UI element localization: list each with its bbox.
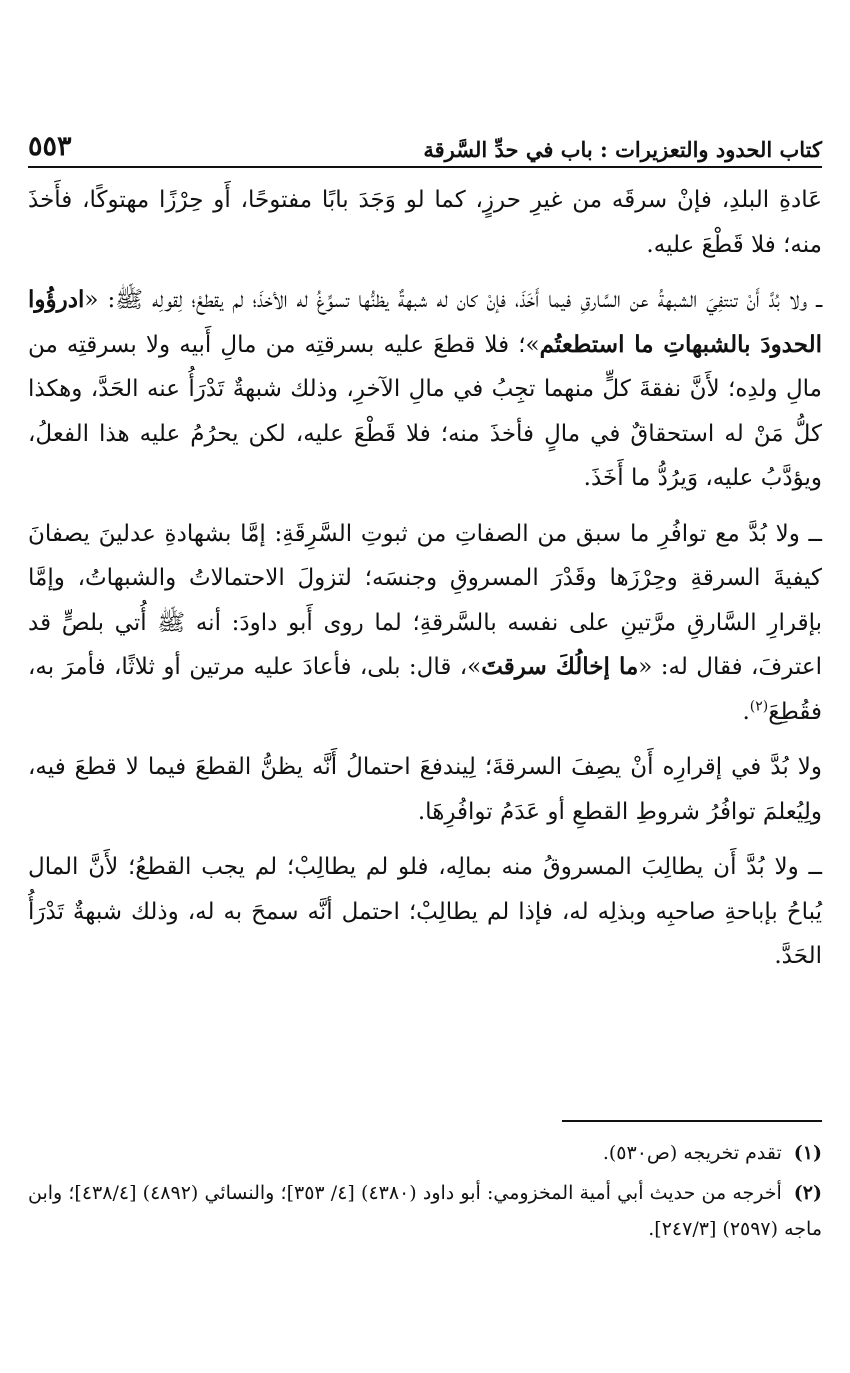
hadith-quote: ما إخالُكَ سرقتَ xyxy=(481,653,639,680)
paragraph xyxy=(28,178,822,267)
footnote xyxy=(28,1175,822,1247)
footnote-reference[interactable]: (٢) xyxy=(749,697,769,714)
footnote-divider xyxy=(562,1120,822,1122)
footnote-number: (٢) xyxy=(793,1182,822,1204)
paragraph-text: عَادةِ البلدِ، فإنْ سرقَه من غيرِ حرزٍ، كما لو وَجَدَ بابًا مفتوحًا، أَو حِرْزًا مهتوكًا، فأَخذَ منه؛ فلا قَطْعَ عليه. xyxy=(28,187,822,258)
paragraph-text: ولا بُدَّ في إقرارِه أَنْ يصِفَ السرقةَ؛ لِيندفعَ احتمالُ أَنَّه يظنُّ القطعَ فيما لا قطعَ فيه، ولِيُعلمَ توافُرُ شروطِ القطعِ أو عَدَمُ توافُرِهَا. xyxy=(28,754,822,825)
footnotes xyxy=(28,1135,822,1251)
paragraph-text: ــ ولا بُدَّ مع توافُرِ ما سبق من الصفاتِ من ثبوتِ السَّرِقَةِ: إمَّا بشهادةِ عدلينَ يصفانَ كيفيةَ السرقةِ وحِرْزَها وقَدْرَ المسروقِ وجنسَه؛ لتزولَ الاحتمالاتُ والشبهاتُ، وإمَّا بإقرارِ السَّارقِ مرَّتينِ على نفسه بالسَّرقةِ؛ لما روى أَبو داودَ: أنه ﷺ أُتي بلصٍّ قد اعترفَ، فقال له: « xyxy=(28,520,823,680)
paragraph xyxy=(28,845,822,979)
page-number: ٥٥٣ xyxy=(28,131,72,162)
paragraph-text: ــ ولا بُدَّ أَن يطالِبَ المسروقُ منه بمالِه، فلو لم يطالِبْ؛ لم يجب القطعُ؛ لأَنَّ المال يُباحُ بإباحةِ صاحبِه وبذلِه له، فإذا لم يطالِبْ؛ احتمل أنَّه سمحَ به له، وذلك شبهةٌ تَدْرَأُ الحَدَّ. xyxy=(28,854,822,969)
paragraph xyxy=(28,745,822,834)
paragraph-text: »، قال: بلى، فأعادَ عليه مرتين أو ثلاثًا، فأمرَ به، فقُطِعَ xyxy=(28,654,822,725)
header-divider xyxy=(28,166,822,168)
running-title: كتاب الحدود والتعزيرات : باب في حدِّ السَّرقة xyxy=(423,137,822,162)
hadith-quote: ادرؤُوا الحدودَ بالشبهاتِ ما استطعتُم xyxy=(28,286,822,358)
main-text xyxy=(28,178,822,990)
paragraph-text: »؛ فلا قطعَ عليه بسرقتِه من مالِ أَبيه ولا بسرقتِه من مالِ ولدِه؛ لأَنَّ نفقةَ كلٍّ منهما تجِبُ في مالِ الآخرِ، وذلك شبهةٌ تَدْرَأُ عنه الحَدَّ، وهكذا كلُّ مَنْ له استحقاقٌ في مالٍ فأخذَ منه؛ فلا قَطْعَ عليه، لكن يحرُمُ عليه هذا الفعلُ، ويؤدَّبُ عليه، وَيرُدُّ ما أَخَذَ. xyxy=(28,331,822,491)
footnote-number: (١) xyxy=(793,1142,822,1164)
paragraph-text: . xyxy=(742,698,750,725)
paragraph-text: ــ ولا بُدَّ أَنْ تنتفِيَ الشبهةُ عن السَّارقِ فيما أَخَذَ، فإنْ كان له شبهةٌ يظنُّها تسوِّغُ له الأخذَ؛ لم يقطعْ؛ لِقولِه ﷺ: « xyxy=(84,287,822,313)
footnote xyxy=(28,1135,822,1171)
paragraph xyxy=(28,278,822,501)
page-header xyxy=(28,128,822,162)
footnote-text: أخرجه من حديث أبي أمية المخزومي: أبو داود (٤٣٨٠) [٤/ ٣٥٣]؛ والنسائي (٤٨٩٢) [٤٣٨/٤]؛ وابن ماجه (٢٥٩٧) [٢٤٧/٣]. xyxy=(28,1182,822,1240)
footnote-text: تقدم تخريجه (ص٥٣٠). xyxy=(602,1142,782,1164)
paragraph xyxy=(28,512,822,735)
